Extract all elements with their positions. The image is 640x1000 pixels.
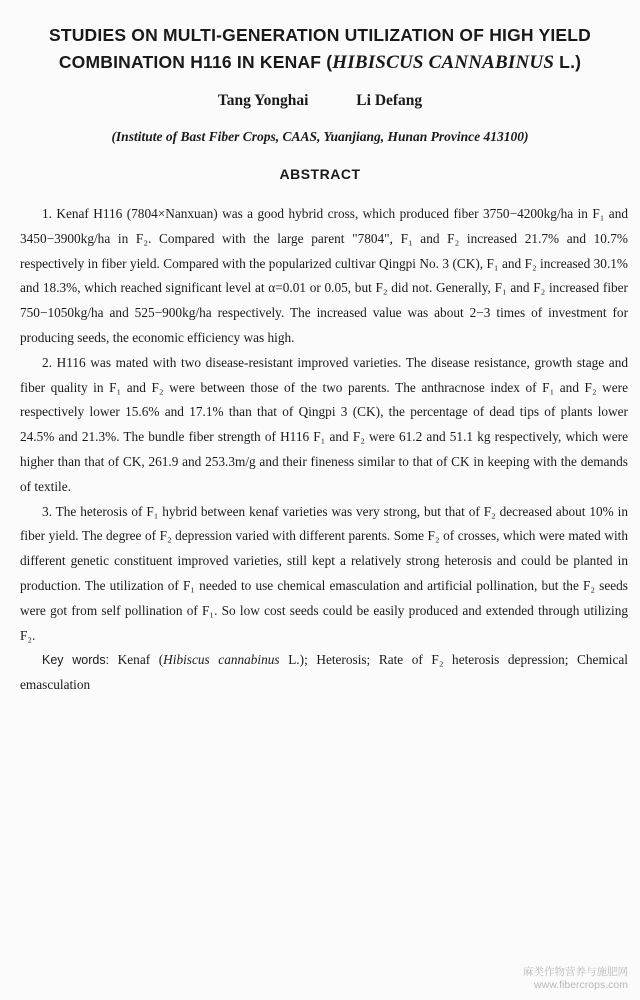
paper-title	[20, 22, 620, 76]
abstract-paragraph: 3. The heterosis of F₁ hybrid between kenaf varieties was very strong, but that of F₂ decreased about 10% in fiber yield. The degree of F₂ depression varied with different parents. Some F₂ of crosses, which were mated with different genetic constituent improved varieties, still kept a relatively strong heterosis and could be planted in production. The utilization of F₁ needed to use chemical emasculation and artificial pollination, but the F₂ seeds were got from self pollination of F₁. So low cost seeds could be easily produced and extended through utilizing F₂.	[20, 503, 628, 643]
author-name: Tang Yonghai	[217, 92, 309, 109]
title-species-name: HIBISCUS CANNABINUS	[332, 52, 555, 73]
abstract-paragraph: 1. Kenaf H116 (7804×Nanxuan) was a good hybrid cross, which produced fiber 3750−4200kg/ha in F₁ and 3450−3900kg/ha in F₂. Compared with the large parent "7804", F₁ and F₂ increased 21.7% and 10.7% respectively in fiber yield. Compared with the popularized cultivar Qingpi No. 3 (CK), F₁ and F₂ increased 30.1% and 18.3%, which reached significant level at α=0.01 or 0.05, but F₂ did not. Generally, F₁ and F₂ increased fiber 750−1050kg/ha and 525−900kg/ha respectively. The increased value was about 2−3 times of investment for producing seeds, the economic efficiency was high.	[20, 206, 628, 345]
title-line-2-suffix: L.)	[554, 52, 582, 72]
author-list	[0, 92, 640, 110]
abstract-body	[20, 202, 628, 698]
watermark-line-2: www.fibercrops.com	[534, 979, 628, 991]
keywords-label: Key words:	[42, 653, 110, 668]
keywords-prefix: Kenaf (	[109, 652, 164, 668]
title-line-2-prefix: COMBINATION H116 IN KENAF (	[58, 52, 333, 72]
title-line-2	[20, 49, 620, 76]
keywords	[20, 648, 628, 698]
affiliation: (Institute of Bast Fiber Crops, CAAS, Yuanjiang, Hunan Province 413100)	[111, 129, 529, 144]
author-name: Li Defang	[356, 92, 423, 109]
keywords-rest: L.); Heterosis; Rate of F₂ heterosis depression; Chemical emasculation	[20, 652, 628, 693]
keywords-species: Hibiscus cannabinus	[163, 652, 280, 668]
title-line-1: STUDIES ON MULTI-GENERATION UTILIZATION OF HIGH YIELD	[48, 25, 592, 45]
site-watermark	[523, 966, 628, 992]
watermark-line-1: 麻类作物营养与施肥网	[523, 966, 628, 978]
abstract-heading: ABSTRACT	[279, 166, 361, 182]
abstract-paragraph: 2. H116 was mated with two disease-resistant improved varieties. The disease resistance, growth stage and fiber quality in F₁ and F₂ were between those of the two parents. The anthracnose index of F₁ and F₂ were respectively lower 15.6% and 17.1% than that of Qingpi 3 (CK), the percentage of dead tips of plants lower 24.5% and 21.3%. The bundle fiber strength of H116 F₁ and F₂ were 61.2 and 51.1 kg respectively, which were higher than that of CK, 261.9 and 253.3m/g and their fineness similar to that of CK in keeping with the demands of textile.	[20, 354, 628, 494]
